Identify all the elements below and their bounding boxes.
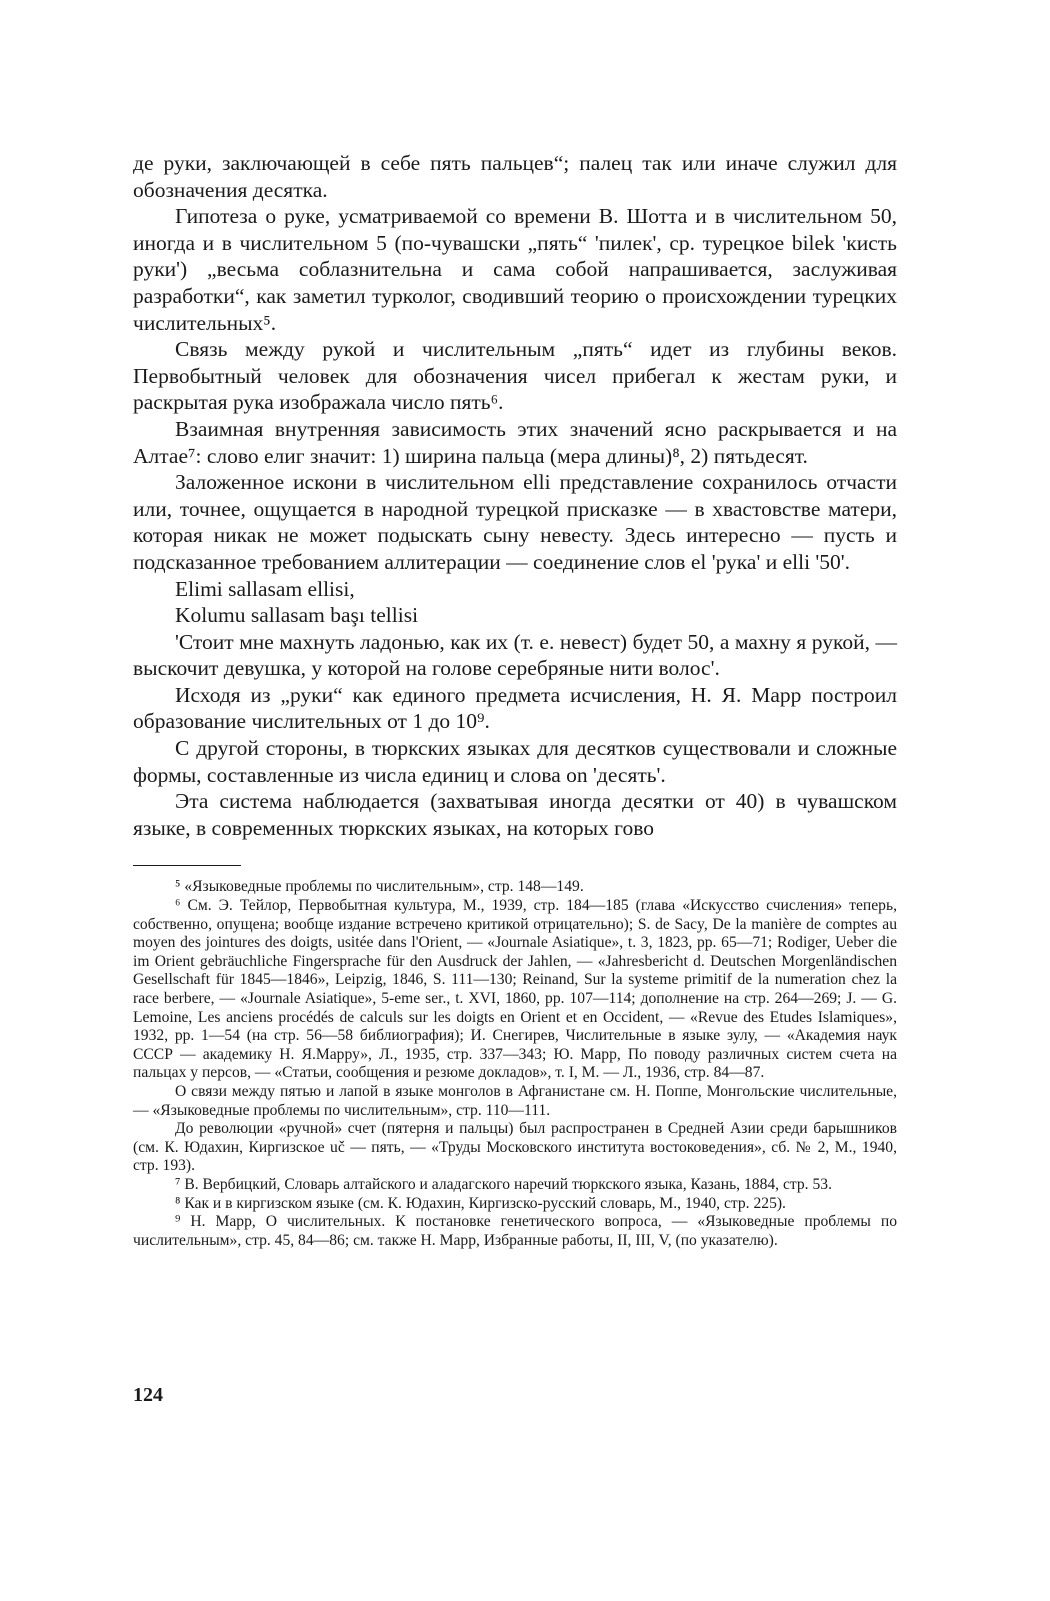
paragraph-6: 'Стоит мне махнуть ладонью, как их (т. е. невест) будет 50, а махну я рукой, — выскочит девушка, у которой на голове серебряные нити волос'. bbox=[133, 629, 897, 681]
page-content bbox=[133, 150, 897, 1250]
footnote-7: ⁷ В. Вербицкий, Словарь алтайского и аладагского наречий тюркского языка, Казань, 1884, стр. 53. bbox=[175, 1175, 832, 1193]
paragraph-7: Исходя из „руки“ как единого предмета исчисления, Н. Я. Марр построил образование числительных от 1 до 10⁹. bbox=[133, 682, 897, 734]
paragraph-3: Связь между рукой и числительным „пять“ идет из глубины веков. Первобытный человек для обозначения чисел прибегал к жестам руки, и раскрытая рука изображала число пять⁶. bbox=[133, 337, 897, 415]
paragraph-5: Заложенное искони в числительном elli представление сохранилось отчасти или, точнее, ощущается в народной турецкой присказке — в хвастовстве матери, которая никак не может подыскать сыну невесту. Здесь интересно — пусть и подсказанное требованием аллитерации — соединение слов el 'рука' и elli '50'. bbox=[133, 470, 897, 574]
paragraph-8: С другой стороны, в тюркских языках для десятков существовали и сложные формы, составленные из числа единиц и слова on 'десять'. bbox=[133, 736, 897, 787]
paragraph-1: де руки, заключающей в себе пять пальцев“; палец так или иначе служил для обозначения десятка. bbox=[133, 151, 897, 202]
footnote-6: ⁶ См. Э. Тейлор, Первобытная культура, М., 1939, стр. 184—185 (глава «Искусство счисления» теперь, собственно, опущена; вообще издание встречено критикой отрицательно); S. de Sacy, De la manière de comptes au moyen des jointures des doigts, usitée dans l'Orient, — «Journale Asiatique», t. 3, 1823, pp. 65—71; Rodiger, Ueber die im Orient gebräuchliche Fingersprache für den Ausdruck der Jahlen, — «Jahresbericht d. Deutschen Morgenländischen Gesellschaft für 1845—1846», Leipzig, 1846, S. 111—130; Reinand, Sur la systeme primitif de la numeration chez la race berbere, — «Journale Asiatique», 5-eme ser., t. XVI, 1860, pp. 107—114; дополнение на стр. 264—269; J. — G. Lemoine, Les anciens procédés de calculs sur les doigts en Orient et en Occident, — «Revue des Etudes Islamiques», 1932, pp. 1—54 (на стр. 56—58 библиография); И. Снегирев, Числительные в языке зулу, — «Академия наук СССР — академику Н. Я.Марру», Л., 1935, стр. 337—343; Ю. Марр, По поводу различных систем счета на пальцах у персов, — «Статьи, сообщения и резюме докладов», т. I, М. — Л., 1936, стр. 84—87. bbox=[133, 897, 897, 1082]
paragraph-2: Гипотеза о руке, усматриваемой со времени В. Шотта и в числительном 50, иногда и в числительном 5 (по-чувашски „пять“ 'пилек', ср. турецкое bilek 'кисть руки') „весьма соблазнительна и сама собой напрашивается, заслуживая разработки“, как заметил турколог, сводивший теорию о происхождении турецких числительных⁵. bbox=[133, 204, 897, 335]
footnote-6-continued-2: До революции «ручной» счет (пятерня и пальцы) был распространен в Средней Азии среди барышников (см. К. Юдахин, Киргизское uč — пять, — «Труды Московского института востоковедения», сб. № 2, М., 1940, стр. 193). bbox=[133, 1120, 897, 1175]
footnotes bbox=[133, 878, 897, 1250]
verse-line-2: Kolumu sallasam başı tellisi bbox=[175, 603, 419, 628]
paragraph-9: Эта система наблюдается (захватывая иногда десятки от 40) в чувашском языке, в современных тюркских языках, на которых гово bbox=[133, 789, 897, 840]
verse-line-1: Elimi sallasam ellisi, bbox=[175, 576, 355, 601]
footnote-divider bbox=[133, 865, 241, 866]
footnote-6-continued-1: О связи между пятью и лапой в языке монголов в Афганистане см. Н. Поппе, Монгольские числительные, — «Языковедные проблемы по числительным», стр. 110—111. bbox=[133, 1082, 897, 1119]
paragraph-4: Взаимная внутренняя зависимость этих значений ясно раскрывается и на Алтае⁷: слово елиг значит: 1) ширина пальца (мера длины)⁸, 2) пятьдесят. bbox=[133, 416, 897, 468]
footnote-5: ⁵ «Языковедные проблемы по числительным», стр. 148—149. bbox=[175, 878, 584, 896]
main-text bbox=[133, 150, 897, 841]
footnote-8: ⁸ Как и в киргизском языке (см. К. Юдахин, Киргизско-русский словарь, М., 1940, стр. 225). bbox=[175, 1194, 786, 1212]
footnote-9: ⁹ Н. Марр, О числительных. К постановке генетического вопроса, — «Языковедные проблемы по числительным», стр. 45, 84—86; см. также Н. Марр, Избранные работы, II, III, V, (по указателю). bbox=[133, 1213, 897, 1249]
page-number: 124 bbox=[133, 1384, 163, 1406]
